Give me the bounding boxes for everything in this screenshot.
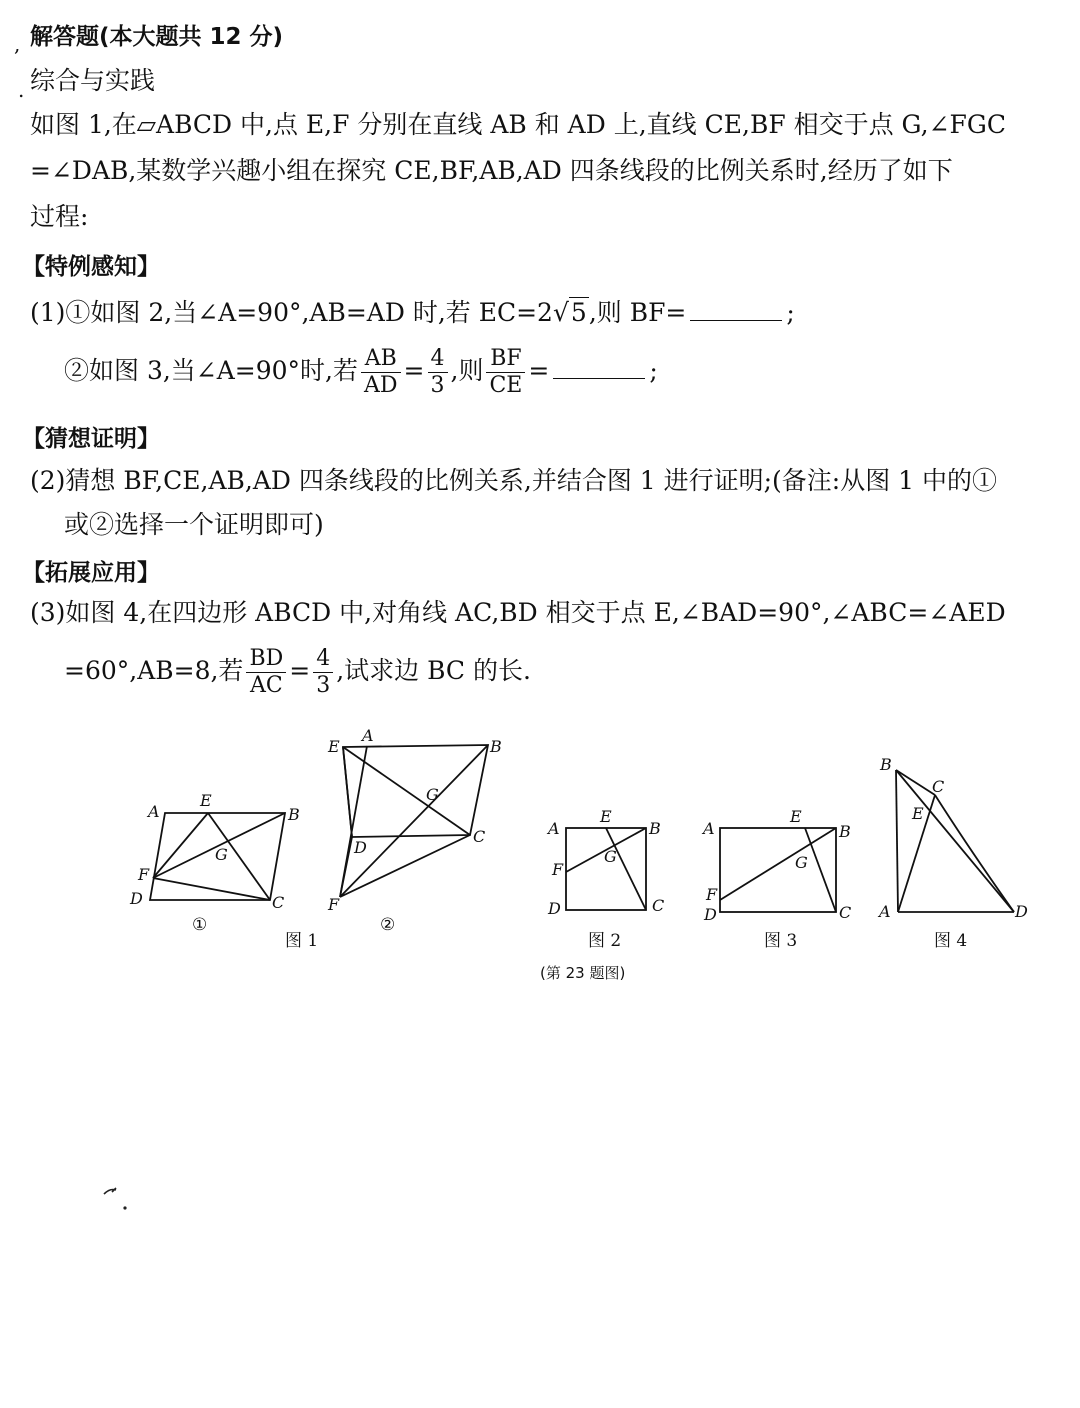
label-d: D [130,889,143,908]
heading-extension: 【拓展应用】 [22,560,160,586]
intro-line-1: 如图 1,在▱ABCD 中,点 E,F 分别在直线 AB 和 AD 上,直线 CE,BF 相交于点 G,∠FGC [30,110,1006,139]
intro-line-2: =∠DAB,某数学兴趣小组在探究 CE,BF,AB,AD 四条线段的比例关系时,经历了如下 [30,156,953,185]
label-g: G [604,847,617,866]
label-f: F [328,895,340,914]
frac-num: BD [246,646,286,673]
label-b: B [839,822,851,841]
q1b-end: ; [649,356,658,385]
label-c: C [272,893,285,912]
label-f: F [138,865,150,884]
label-e: E [200,791,212,810]
question-3-line-1: (3)如图 4,在四边形 ABCD 中,对角线 AC,BD 相交于点 E,∠BAD=90°,∠ABC=∠AED [30,598,1006,627]
label-f: F [706,885,718,904]
label-d: D [704,905,717,924]
label-e: E [912,804,924,823]
frac-den: 3 [316,673,331,698]
label-c: C [473,827,486,846]
label-e: E [600,807,612,826]
question-2-line-1: (2)猜想 BF,CE,AB,AD 四条线段的比例关系,并结合图 1 进行证明;(备注:从图 1 中的① [30,466,998,495]
q1a-end: ; [786,298,795,327]
label-c: C [932,777,945,796]
q1a-prefix: (1)①如图 2,当∠A=90°,AB=AD 时,若 EC=2 [30,298,553,327]
q1b-mid: ,则 [450,356,484,385]
heading-conjecture: 【猜想证明】 [22,426,160,452]
label-d: D [548,899,561,918]
label-a: A [703,819,715,838]
equals: = [289,656,311,685]
frac-den: AC [249,673,283,698]
label-d: D [354,838,367,857]
frac-den: 3 [430,373,445,398]
label-b: B [880,755,892,774]
label-b: B [649,819,661,838]
figure-3-caption: 图 3 [764,931,798,951]
figure-1a-label: ① [192,915,208,935]
stray-ink-mark [104,1188,116,1194]
frac-num: AB [361,346,401,373]
label-g: G [795,853,808,872]
sqrt-sign: √ [552,298,569,327]
figure-1b-label: ② [380,915,396,935]
stray-ink-dot [123,1206,126,1209]
q3-prefix: =60°,AB=8,若 [64,656,244,685]
figure-2-caption: 图 2 [588,931,622,951]
header-mark: , [14,32,21,56]
label-a: A [362,726,374,745]
heading-special-case: 【特例感知】 [22,254,160,280]
label-a: A [879,902,891,921]
question-2-line-2: 或②选择一个证明即可) [64,510,324,539]
figure-overall-caption: (第 23 题图) [540,964,626,982]
frac-num: 4 [428,346,448,373]
label-b: B [490,737,502,756]
label-b: B [288,805,300,824]
label-c: C [839,903,852,922]
label-e: E [328,737,340,756]
label-a: A [148,802,160,821]
equals: = [403,356,425,385]
section-title: 综合与实践 [30,66,156,95]
frac-num: 4 [313,646,333,673]
label-c: C [652,896,665,915]
frac-num: BF [486,346,525,373]
label-d: D [1015,902,1028,921]
label-a: A [548,819,560,838]
frac-den: CE [489,373,523,398]
label-g: G [426,785,439,804]
q1a-suffix: ,则 BF= [588,298,687,327]
q1b-prefix: ②如图 3,当∠A=90°时,若 [64,356,359,385]
label-f: F [552,860,564,879]
sqrt-radicand: 5 [570,298,587,327]
frac-den: AD [364,373,398,398]
q3-suffix: ,试求边 BC 的长. [336,656,531,685]
intro-line-3: 过程: [30,202,89,231]
figure-1-caption: 图 1 [285,931,319,951]
label-g: G [215,845,228,864]
equals: = [528,356,550,385]
figure-4-caption: 图 4 [934,931,968,951]
question-header: 解答题(本大题共 12 分) [30,24,284,50]
section-mark: . [18,78,25,102]
label-e: E [790,807,802,826]
